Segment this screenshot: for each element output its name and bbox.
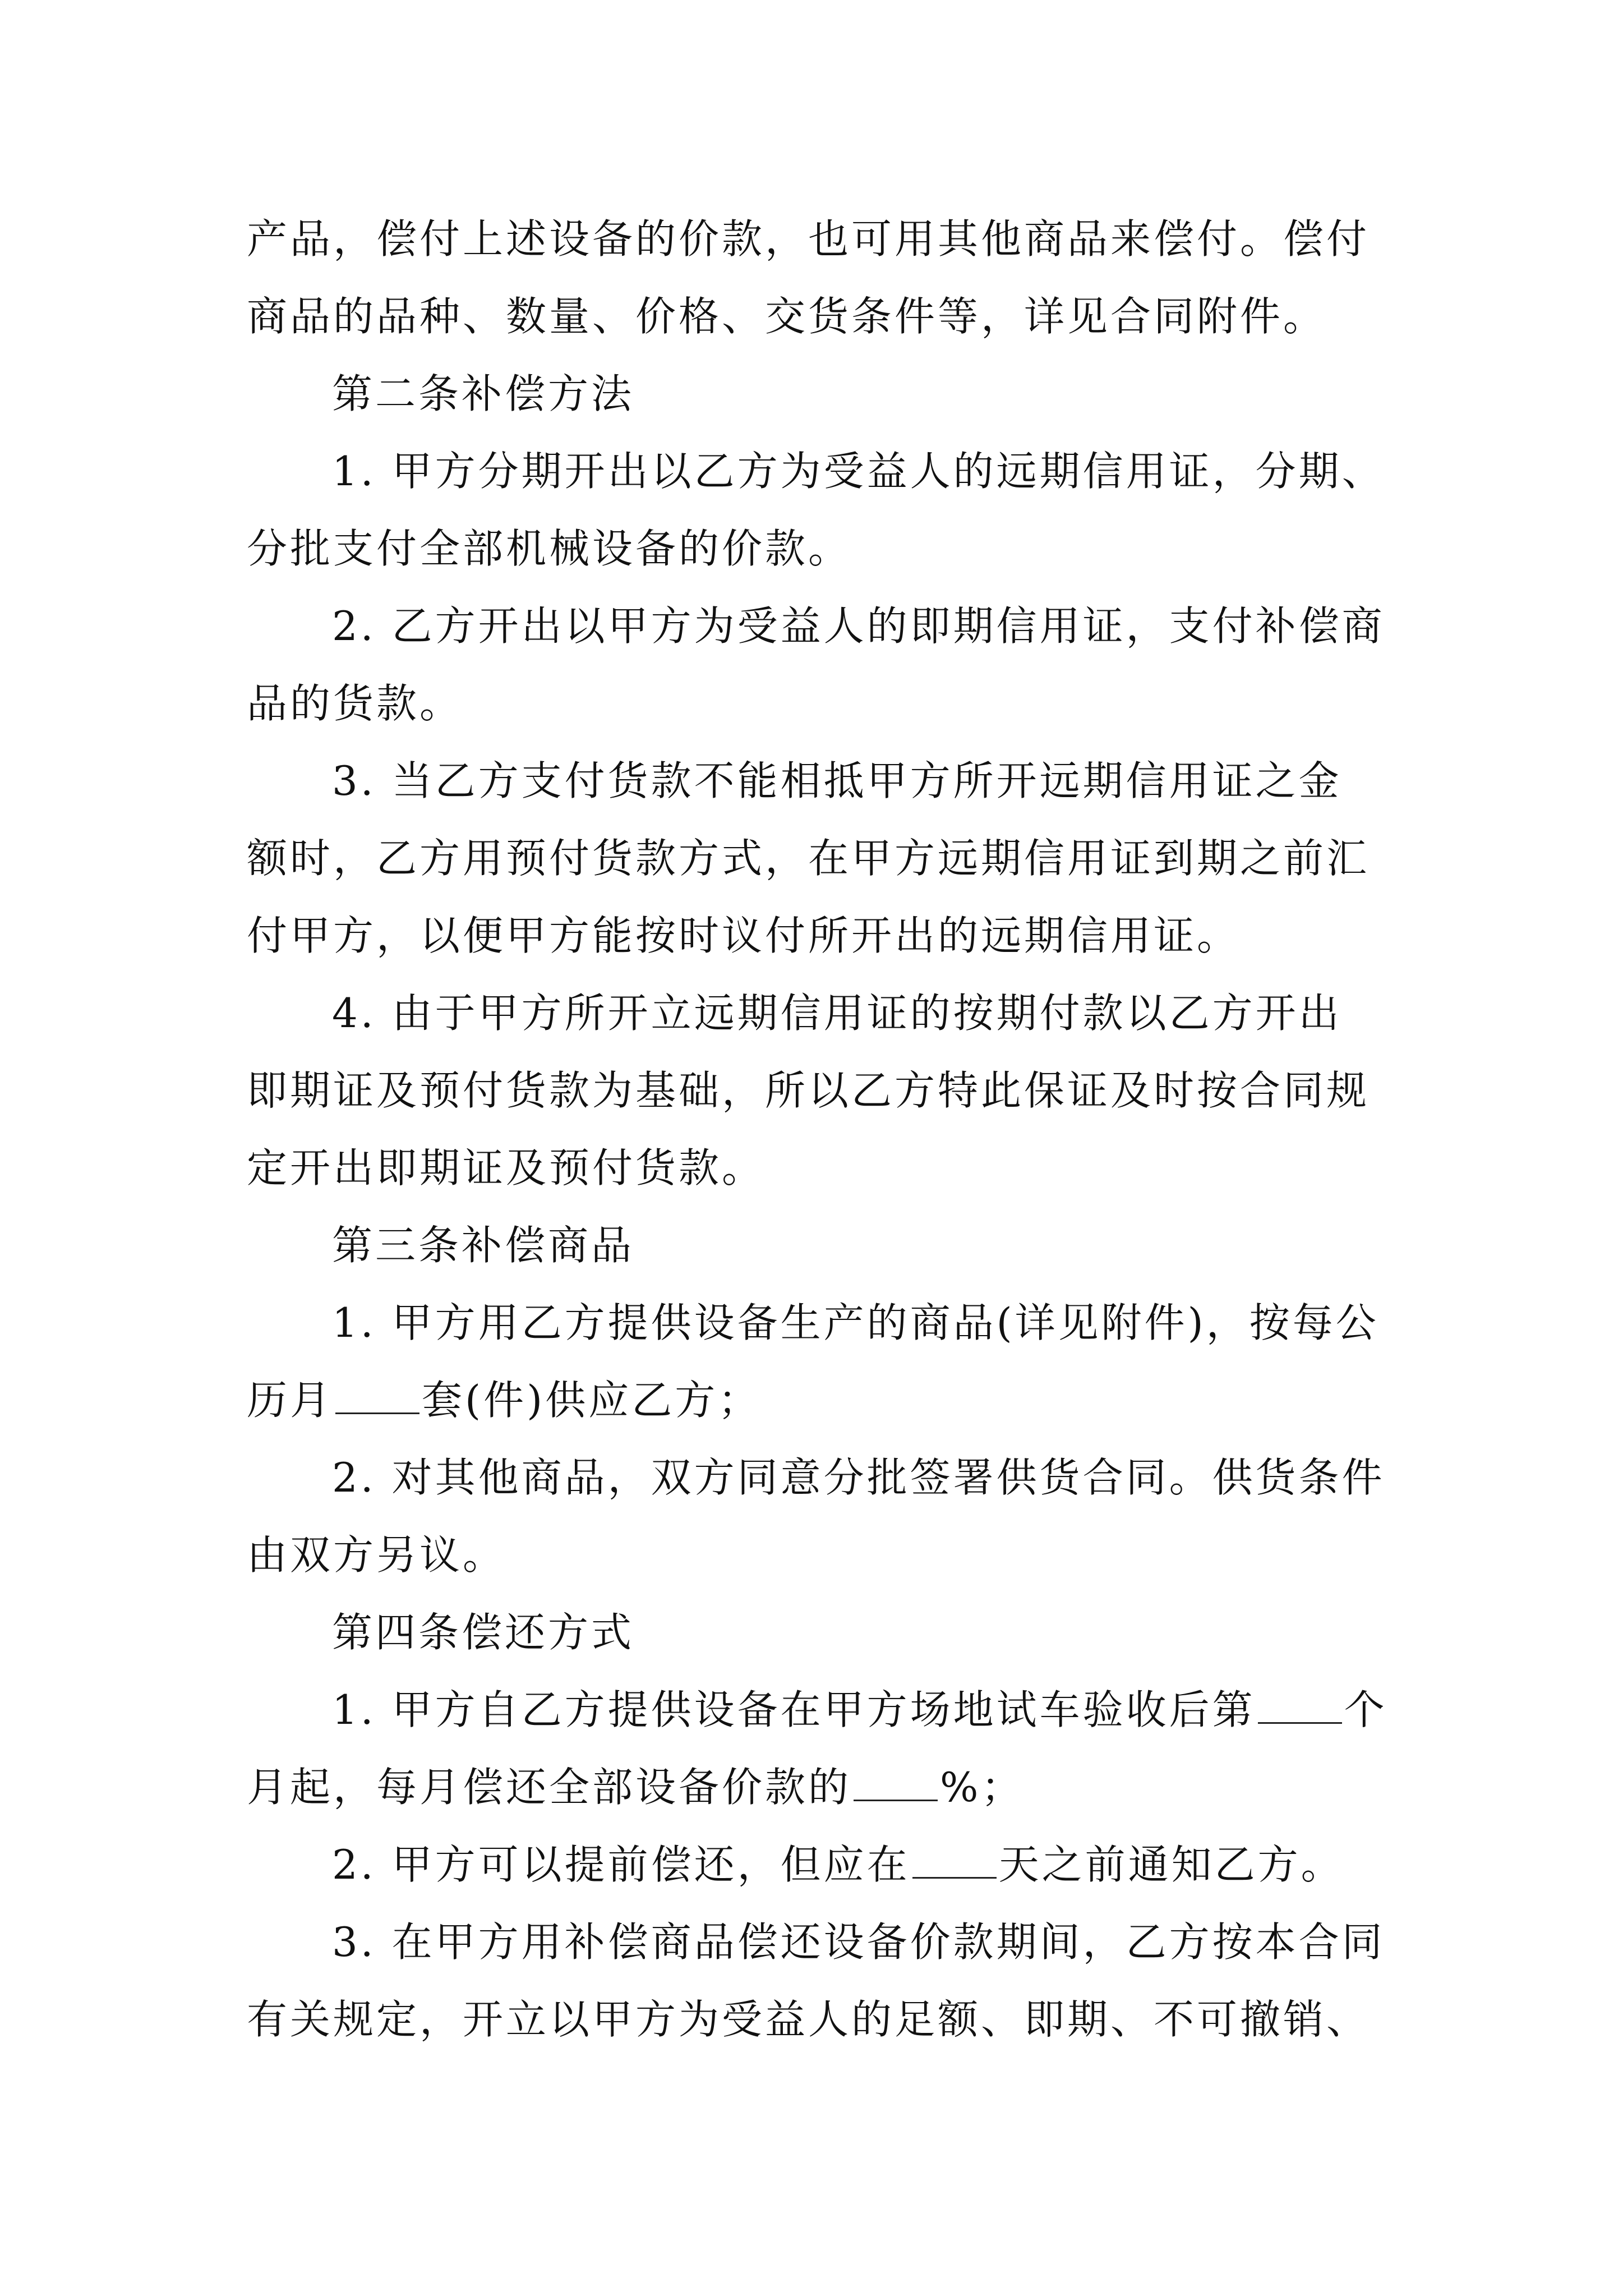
text-line: 1. 甲方用乙方提供设备生产的商品(详见附件)，按每公 [332,1299,1379,1346]
text-line: 由双方另议。 [247,1531,506,1579]
text-line [332,1682,1387,1738]
text-fragment: %； [940,1764,1025,1811]
text-line: 品的货款。 [247,680,463,727]
fill-in-blank [912,1843,997,1879]
text-line: 3. 当乙方支付货款不能相抵甲方所开远期信用证之金 [332,757,1342,804]
text-fragment: 1. 甲方自乙方提供设备在甲方场地试车验收后第 [332,1686,1256,1733]
text-line: 2. 对其他商品，双方同意分批签署供货合同。供货条件 [332,1454,1385,1501]
text-fragment: 个 [1344,1686,1387,1733]
text-line: 分批支付全部机械设备的价款。 [247,525,852,572]
text-line: 额时，乙方用预付货款方式，在甲方远期信用证到期之前汇 [247,835,1370,882]
text-fragment: 天之前通知乙方。 [998,1841,1344,1888]
text-line: 定开出即期证及预付货款。 [247,1144,766,1191]
fill-in-blank [335,1379,419,1414]
text-line [247,1372,761,1428]
text-line: 4. 由于甲方所开立远期信用证的按期付款以乙方开出 [332,990,1342,1037]
text-line: 1. 甲方分期开出以乙方为受益人的远期信用证，分期、 [332,448,1385,495]
text-line: 付甲方，以便甲方能按时议付所开出的远期信用证。 [247,912,1241,959]
fill-in-blank [1258,1688,1342,1724]
text-line: 有关规定，开立以甲方为受益人的足额、即期、不可撤销、 [247,1996,1370,2043]
text-line: 商品的品种、数量、价格、交货条件等，详见合同附件。 [247,293,1327,340]
text-fragment: 套(件)供应乙方； [422,1377,762,1424]
text-line [247,1759,1024,1815]
text-fragment: 月起，每月偿还全部设备价款的 [247,1764,852,1811]
text-line: 2. 乙方开出以甲方为受益人的即期信用证，支付补偿商 [332,602,1385,650]
text-fragment: 历月 [247,1377,334,1424]
text-line: 即期证及预付货款为基础，所以乙方特此保证及时按合同规 [247,1067,1370,1114]
text-line: 3. 在甲方用补偿商品偿还设备价款期间，乙方按本合同 [332,1918,1385,1966]
section-heading: 第二条补偿方法 [332,370,635,417]
section-heading: 第三条补偿商品 [332,1222,635,1269]
text-fragment: 2. 甲方可以提前偿还，但应在 [332,1841,910,1888]
section-heading: 第四条偿还方式 [332,1609,635,1656]
text-line: 产品，偿付上述设备的价款，也可用其他商品来偿付。偿付 [247,215,1370,263]
text-line [332,1837,1344,1893]
fill-in-blank [854,1766,938,1801]
